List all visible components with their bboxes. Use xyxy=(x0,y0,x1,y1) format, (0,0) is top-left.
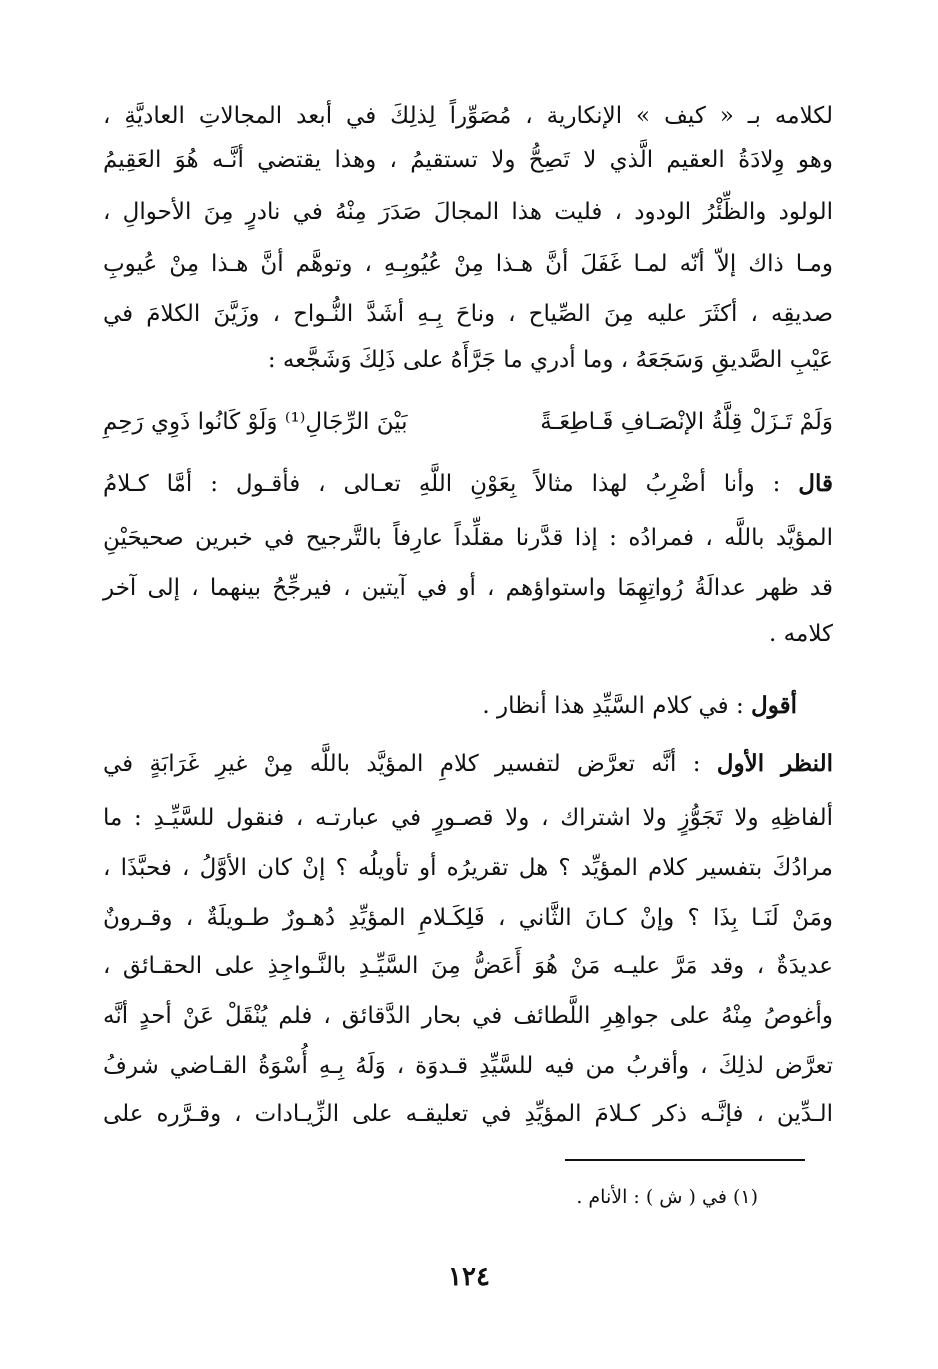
text-line: صديقِه ، أكثَرَ عليه مِنَ الصِّياح ، وناحَ بِـهِ أشَدَّ النُّـواح ، وزَيَّنَ الكلامَ في xyxy=(103,301,833,327)
text-line: المؤيَّد باللَّه ، فمرادُه : إذا قدَّرنا مقلِّداً عارِفاً بالتَّرجيح في خبرين صحيحَيْنِ xyxy=(103,525,833,551)
text-line: وهو وِلادَةُ العقيم الَّذي لا تَصِحُّ ولا تستقيمُ ، وهذا يقتضي أنَّـه هُوَ العَقِيمُ xyxy=(103,147,833,173)
text-line xyxy=(103,686,833,726)
text-line: تعرَّض لذلِكَ ، وأقربُ من فيه للسَّيِّدِ قـدوَة ، وَلَهُ بِـهِ أُسْوَةُ القـاضي شرفُ xyxy=(103,1053,833,1079)
text-span: : أنَّه تعرَّض لتفسير كلامِ المؤيَّد باللَّه مِنْ غيرِ غَرَابَةٍ في xyxy=(103,751,717,777)
paragraph-lead: قال xyxy=(798,470,833,497)
text-line: ألفاظِهِ ولا تَجَوُّزٍ ولا اشتراك ، ولا قصـورٍ في عبارتـه ، فنقول للسَّيِّـدِ : ما xyxy=(103,805,833,831)
poetry-verse xyxy=(103,400,833,444)
text-line: ومـا ذاك إلاّ أنّه لمـا غَفَلَ أنَّ هـذا مِنْ عُيُوبِـهِ ، وتوهَّم أنَّ هـذا مِنْ عُيوبِ xyxy=(103,251,833,277)
paragraph-lead: النظر الأول xyxy=(716,750,834,777)
text-span: : وأنا أضْرِبُ لهذا مثالاً بِعَوْنِ اللَّهِ تعـالى ، فأقـول : أمَّا كـلامُ xyxy=(103,471,799,497)
text-line: وأغوصُ مِنْهُ على جواهِرِ اللَّطائف في بحار الدَّقائق ، فلم يُنْقَلْ عَنْ أحدٍ أنَّه xyxy=(103,1003,833,1029)
text-line: الولود والظِّئْرُ الودود ، فليت هذا المجالَ صَدَرَ مِنْهُ في نادرٍ مِنَ الأحوالِ ، xyxy=(103,199,833,225)
page-number: ١٢٤ xyxy=(448,1262,490,1292)
text-line: عديدَةٌ ، وقد مَرَّ عليـه مَنْ هُوَ أَعَضُّ مِنَ السَّيِّـدِ بالنَّـواجِذِ على الحقـائق ، xyxy=(103,953,833,979)
verse-first-hemistich: وَلَمْ تَـزَلْ قِلَّةُ الإنْصَـافِ قَـاطِعَـةً xyxy=(540,409,833,435)
text-span: : في كلام السَّيِّدِ هذا أنظار . xyxy=(482,693,752,719)
text-line: مرادُكَ بتفسير كلام المؤيِّد ؟ هل تقريرُه أو تأويلُه ؟ إنْ كان الأوَّلُ ، فحبَّذَا ، xyxy=(103,855,833,881)
text-line xyxy=(103,744,833,784)
footnote-separator xyxy=(565,1159,805,1161)
text-line: لكلامه بـ « كيف » الإنكارية ، مُصَوِّراً لِذلِكَ في أبعد المجالاتِ العاديَّةِ ، xyxy=(103,103,833,129)
text-line: الـدِّين ، فإنَّـه ذكر كـلامَ المؤيِّدِ في تعليقـه على الزِّيـادات ، وقـرَّره على xyxy=(103,1101,833,1127)
text-line: كلامه . xyxy=(769,621,833,647)
paragraph-lead: أقول xyxy=(751,692,797,719)
text-line xyxy=(103,464,833,504)
text-line: ومَنْ لَنَـا بِذَا ؟ وإنْ كـانَ الثَّاني ، فَلِكَـلامِ المؤيِّدِ دُهـورٌ طـويلَةٌ ، وقـرونٌ xyxy=(103,905,833,931)
text-line: عَيْبِ الصَّديقِ وَسَجَعَهُ ، وما أدري ما جَرَّأَهُ على ذَلِكَ وَشَجَّعه : xyxy=(267,347,833,373)
text-line: قد ظهر عدالَةُ رُواتِهِمَا واستواؤهم ، أو في آيتين ، فيرجِّحُ بينهما ، إلى آخر xyxy=(103,575,833,601)
footnote: (١) في ( ش ) : الأنام . xyxy=(576,1186,758,1208)
verse-second-hemistich: بَيْنَ الرِّجَالِ⁽¹⁾ وَلَوْ كَانُوا ذَوِي رَحِمِ xyxy=(103,409,408,435)
